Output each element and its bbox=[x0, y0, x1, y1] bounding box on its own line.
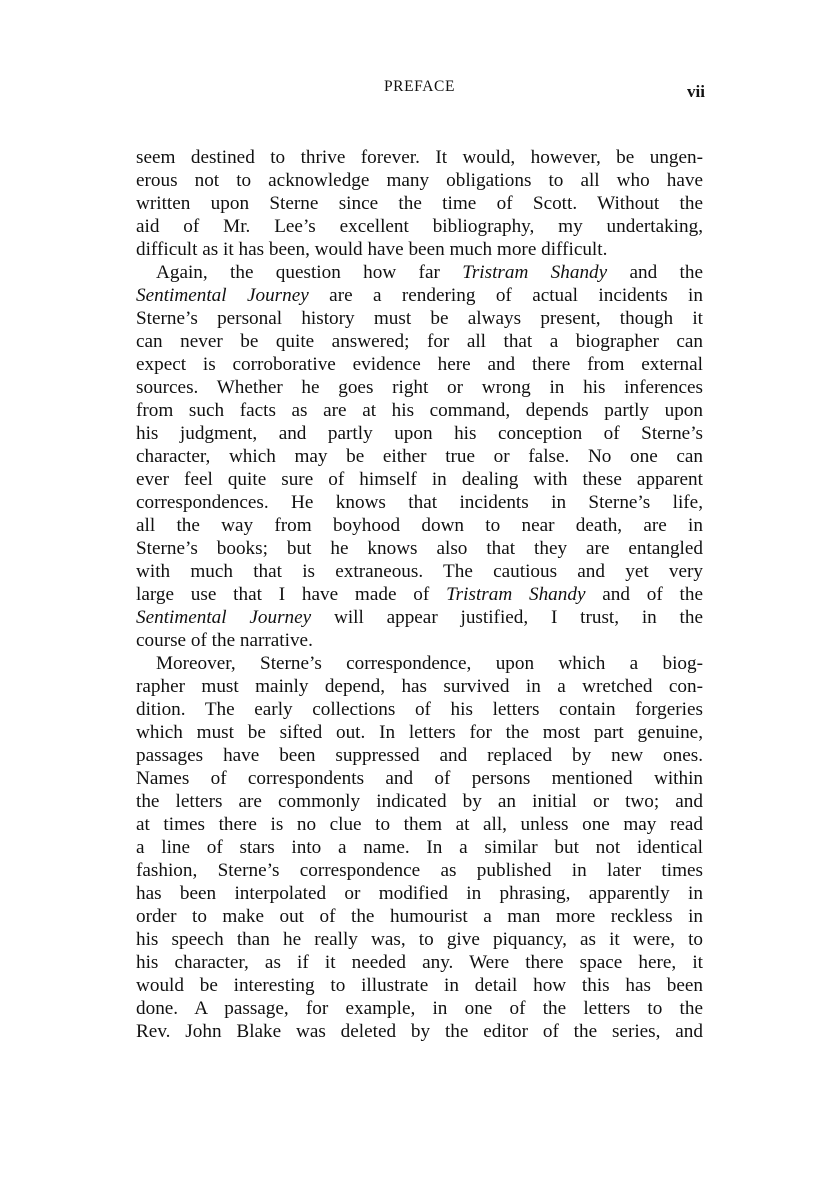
italic-title: Sentimental Journey bbox=[136, 285, 309, 306]
text-line bbox=[136, 951, 703, 974]
body-text bbox=[136, 146, 703, 1043]
text-line bbox=[136, 813, 703, 836]
italic-title: Tristram Shandy bbox=[446, 584, 586, 605]
text-segment: expect is corroborative evidence here and there from external bbox=[136, 354, 703, 375]
text-line bbox=[136, 721, 703, 744]
text-line bbox=[136, 376, 703, 399]
text-segment: and the bbox=[607, 262, 703, 283]
text-segment: seem destined to thrive forever. It would, however, be ungen- bbox=[136, 147, 703, 168]
text-line bbox=[136, 491, 703, 514]
text-line bbox=[136, 422, 703, 445]
text-line bbox=[136, 675, 703, 698]
text-segment: Moreover, Sterne’s correspondence, upon which a biog- bbox=[156, 653, 703, 674]
text-line bbox=[136, 560, 703, 583]
text-segment: which must be sifted out. In letters for the most part genuine, bbox=[136, 722, 703, 743]
text-line bbox=[136, 284, 703, 307]
text-segment: at times there is no clue to them at all, unless one may read bbox=[136, 814, 703, 835]
text-segment: has been interpolated or modified in phrasing, apparently in bbox=[136, 883, 703, 904]
text-segment: Again, the question how far bbox=[156, 262, 463, 283]
text-segment: dition. The early collections of his letters contain forgeries bbox=[136, 699, 703, 720]
text-line bbox=[136, 1020, 703, 1043]
text-segment: from such facts as are at his command, depends partly upon bbox=[136, 400, 703, 421]
text-line bbox=[136, 974, 703, 997]
text-segment: rapher must mainly depend, has survived in a wretched con- bbox=[136, 676, 703, 697]
text-segment: done. A passage, for example, in one of the letters to the bbox=[136, 998, 703, 1019]
text-segment: order to make out of the humourist a man more reckless in bbox=[136, 906, 703, 927]
text-segment: are a rendering of actual incidents in bbox=[308, 285, 703, 306]
text-line bbox=[136, 767, 703, 790]
text-line bbox=[136, 192, 703, 215]
text-line bbox=[136, 468, 703, 491]
text-line bbox=[136, 629, 703, 652]
text-line bbox=[136, 330, 703, 353]
text-segment: would be interesting to illustrate in detail how this has been bbox=[136, 975, 703, 996]
text-line bbox=[136, 146, 703, 169]
text-segment: a line of stars into a name. In a similar but not identical bbox=[136, 837, 703, 858]
text-segment: sources. Whether he goes right or wrong in his inferences bbox=[136, 377, 703, 398]
page-number: vii bbox=[687, 82, 705, 101]
text-line bbox=[136, 445, 703, 468]
text-segment: his speech than he really was, to give piquancy, as it were, to bbox=[136, 929, 703, 950]
text-segment: his judgment, and partly upon his conception of Sterne’s bbox=[136, 423, 703, 444]
running-head-title: PREFACE bbox=[383, 78, 456, 95]
text-line bbox=[136, 307, 703, 330]
text-line bbox=[136, 606, 703, 629]
text-line bbox=[136, 997, 703, 1020]
text-segment: all the way from boyhood down to near death, are in bbox=[136, 515, 703, 536]
text-line bbox=[136, 215, 703, 238]
text-line bbox=[136, 353, 703, 376]
italic-title: Tristram Shandy bbox=[462, 262, 608, 283]
text-line bbox=[136, 744, 703, 767]
text-line bbox=[136, 537, 703, 560]
text-segment: his character, as if it needed any. Were there space here, it bbox=[136, 952, 703, 973]
text-segment: Rev. John Blake was deleted by the editor of the series, and bbox=[136, 1021, 703, 1042]
text-line bbox=[136, 698, 703, 721]
text-segment: Sterne’s books; but he knows also that they are entangled bbox=[136, 538, 703, 559]
text-segment: written upon Sterne since the time of Scott. Without the bbox=[136, 193, 703, 214]
text-segment: passages have been suppressed and replaced by new ones. bbox=[136, 745, 703, 766]
text-line bbox=[136, 169, 703, 192]
text-line bbox=[136, 836, 703, 859]
text-line bbox=[136, 859, 703, 882]
text-segment: character, which may be either true or false. No one can bbox=[136, 446, 703, 467]
text-segment: ever feel quite sure of himself in dealing with these apparent bbox=[136, 469, 703, 490]
text-segment: Names of correspondents and of persons mentioned within bbox=[136, 768, 703, 789]
text-segment: will appear justified, I trust, in the bbox=[311, 607, 703, 628]
text-segment: fashion, Sterne’s correspondence as published in later times bbox=[136, 860, 703, 881]
text-segment: difficult as it has been, would have been much more difficult. bbox=[136, 239, 608, 260]
text-segment: and of the bbox=[585, 584, 703, 605]
text-line bbox=[136, 399, 703, 422]
text-line bbox=[136, 261, 703, 284]
text-segment: aid of Mr. Lee’s excellent bibliography, my undertaking, bbox=[136, 216, 703, 237]
text-line bbox=[136, 905, 703, 928]
running-head bbox=[136, 76, 703, 100]
text-segment: erous not to acknowledge many obligations to all who have bbox=[136, 170, 703, 191]
text-segment: course of the narrative. bbox=[136, 630, 313, 651]
text-segment: with much that is extraneous. The cautious and yet very bbox=[136, 561, 703, 582]
text-line bbox=[136, 583, 703, 606]
text-segment: the letters are commonly indicated by an initial or two; and bbox=[136, 791, 703, 812]
text-segment: can never be quite answered; for all that a biographer can bbox=[136, 331, 703, 352]
text-segment: correspondences. He knows that incidents in Sterne’s life, bbox=[136, 492, 703, 513]
text-segment: Sterne’s personal history must be always present, though it bbox=[136, 308, 703, 329]
text-line bbox=[136, 652, 703, 675]
italic-title: Sentimental Journey bbox=[136, 607, 312, 628]
text-line bbox=[136, 928, 703, 951]
text-segment: large use that I have made of bbox=[136, 584, 447, 605]
text-line bbox=[136, 514, 703, 537]
text-line bbox=[136, 790, 703, 813]
text-line bbox=[136, 882, 703, 905]
text-line bbox=[136, 238, 703, 261]
